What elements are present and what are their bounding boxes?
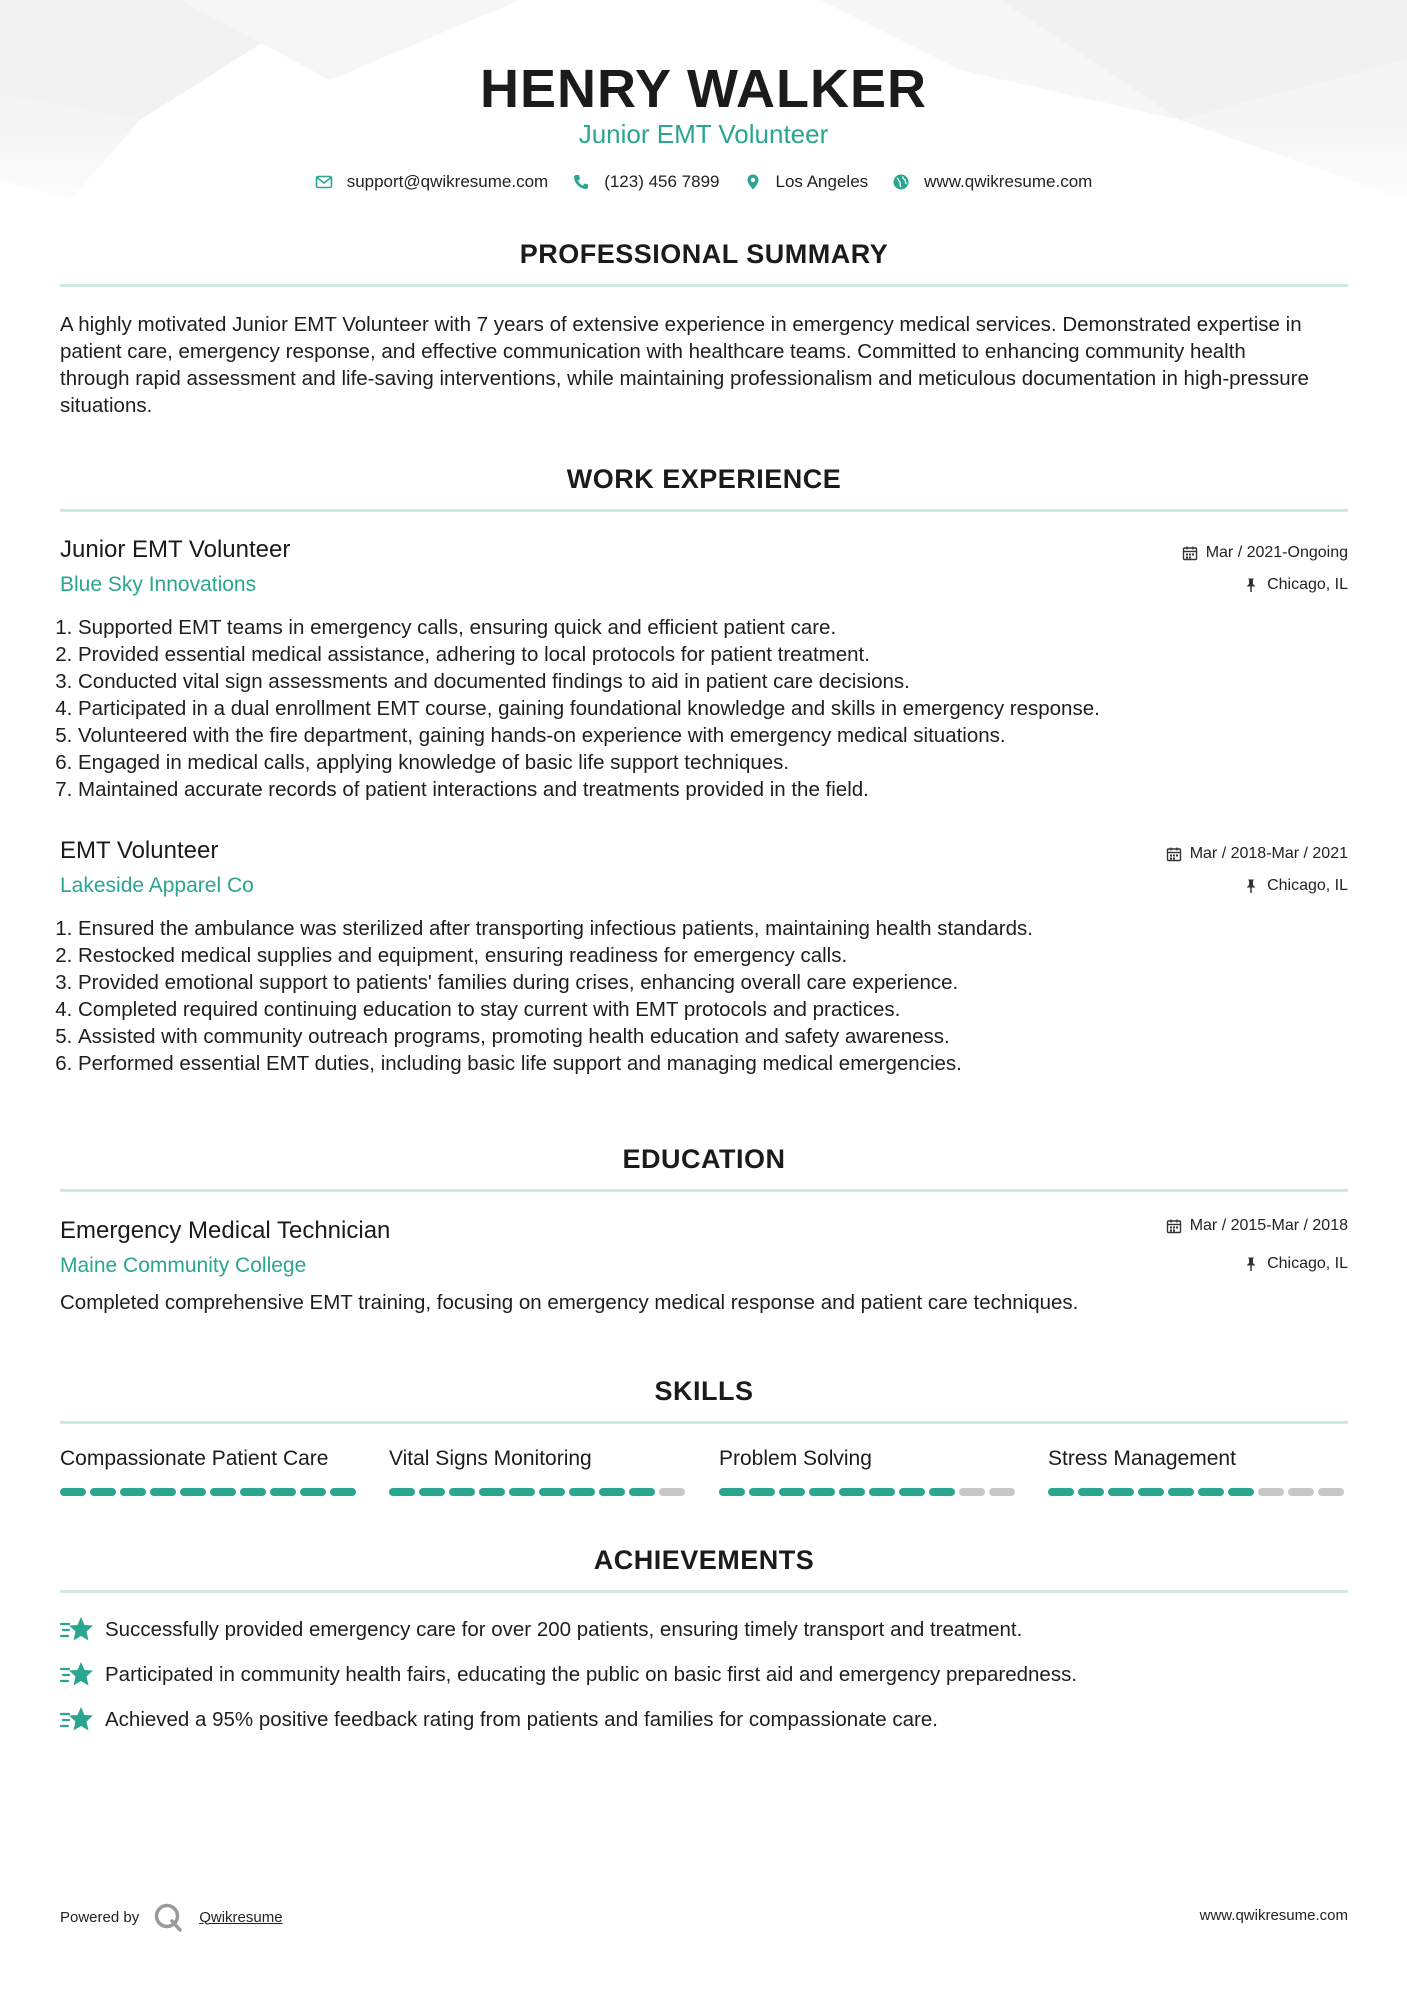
skill-segment-filled	[929, 1488, 955, 1496]
summary-divider	[60, 284, 1348, 287]
skill-segment-empty	[1318, 1488, 1344, 1496]
job-dates	[1166, 845, 1348, 863]
skill-level-bar	[389, 1488, 689, 1496]
skill-segment-filled	[1198, 1488, 1224, 1496]
contact-location-text: Los Angeles	[775, 172, 869, 191]
degree-title: Emergency Medical Technician	[60, 1217, 391, 1244]
job-title: EMT Volunteer	[60, 837, 219, 864]
job-bullet: 4. Participated in a dual enrollment EMT course, gaining foundational knowledge and skills in emergency response.	[78, 695, 1348, 722]
map-pin-icon	[744, 173, 762, 191]
phone-icon	[572, 173, 590, 191]
job-bullet: 3. Provided emotional support to patients' families during crises, enhancing overall care experience.	[78, 969, 1348, 996]
education-description: Completed comprehensive EMT training, focusing on emergency medical response and patient care techniques.	[60, 1291, 1079, 1314]
skill-segment-filled	[1078, 1488, 1104, 1496]
skill-segment-filled	[210, 1488, 236, 1496]
job-location	[1243, 576, 1348, 594]
skill-segment-filled	[419, 1488, 445, 1496]
education-location	[1243, 1255, 1348, 1273]
experience-divider	[60, 509, 1348, 512]
achievement-item	[60, 1615, 1022, 1645]
skill-item	[389, 1447, 689, 1496]
job-bullet: 2. Provided essential medical assistance, adhering to local protocols for patient treatment.	[78, 641, 1348, 668]
job-bullets	[52, 915, 1348, 1077]
skill-segment-filled	[809, 1488, 835, 1496]
job-dates-text: Mar / 2018-Mar / 2021	[1189, 845, 1348, 862]
skill-segment-filled	[569, 1488, 595, 1496]
job-bullet: 7. Maintained accurate records of patient interactions and treatments provided in the field.	[78, 776, 1348, 803]
contact-location	[744, 172, 869, 192]
skill-segment-filled	[1108, 1488, 1134, 1496]
skill-segment-empty	[1288, 1488, 1314, 1496]
skill-segment-filled	[749, 1488, 775, 1496]
calendar-icon	[1166, 1218, 1182, 1234]
job-bullets	[52, 614, 1348, 803]
summary-text: A highly motivated Junior EMT Volunteer with 7 years of extensive experience in emergency medical services. Demonstrated expertise in patient care, emergency response, and effective communication with healthcare teams. Committed to enhancing community health through rapid assessment and life-saving interventions, while maintaining professionalism and meticulous documentation in high-pressure situations.	[60, 313, 1309, 417]
skill-segment-empty	[989, 1488, 1015, 1496]
job-bullet: 6. Performed essential EMT duties, including basic life support and managing medical emergencies.	[78, 1050, 1348, 1077]
skill-segment-filled	[270, 1488, 296, 1496]
pushpin-icon	[1243, 577, 1259, 593]
skill-item	[60, 1447, 360, 1496]
skill-segment-filled	[389, 1488, 415, 1496]
skill-item	[719, 1447, 1019, 1496]
achievement-text: Participated in community health fairs, educating the public on basic first aid and emergency preparedness.	[105, 1663, 1078, 1686]
pushpin-icon	[1243, 878, 1259, 894]
contact-phone-text: (123) 456 7899	[604, 172, 720, 191]
skill-level-bar	[60, 1488, 360, 1496]
skill-segment-filled	[539, 1488, 565, 1496]
skill-segment-filled	[1168, 1488, 1194, 1496]
skill-segment-filled	[120, 1488, 146, 1496]
skills-divider	[60, 1421, 1348, 1424]
contact-website[interactable]	[892, 172, 1092, 192]
job-dates-text: Mar / 2021-Ongoing	[1205, 544, 1348, 561]
calendar-icon	[1166, 846, 1182, 862]
skill-level-bar	[719, 1488, 1019, 1496]
job-company: Blue Sky Innovations	[60, 573, 257, 596]
education-heading: EDUCATION	[622, 1144, 786, 1174]
achievement-item	[60, 1705, 938, 1735]
achievements-heading: ACHIEVEMENTS	[593, 1545, 815, 1575]
skill-segment-filled	[330, 1488, 356, 1496]
skills-heading: SKILLS	[654, 1376, 754, 1406]
skill-segment-empty	[659, 1488, 685, 1496]
job-location-text: Chicago, IL	[1267, 576, 1348, 593]
skill-segment-filled	[509, 1488, 535, 1496]
job-location-text: Chicago, IL	[1267, 877, 1348, 894]
qwikresume-link[interactable]: Qwikresume	[199, 1908, 283, 1926]
skill-segment-filled	[240, 1488, 266, 1496]
contact-website-text: www.qwikresume.com	[924, 172, 1093, 191]
pushpin-icon	[1243, 1256, 1259, 1272]
skill-item	[1048, 1447, 1348, 1496]
candidate-title: Junior EMT Volunteer	[578, 119, 829, 149]
contact-phone[interactable]	[572, 172, 719, 192]
contact-bar	[0, 172, 1407, 192]
job-dates	[1182, 544, 1348, 562]
school-name: Maine Community College	[60, 1254, 307, 1277]
skill-segment-filled	[839, 1488, 865, 1496]
job-bullet: 5. Volunteered with the fire department, gaining hands-on experience with emergency medical situations.	[78, 722, 1348, 749]
skill-segment-filled	[449, 1488, 475, 1496]
skill-name: Compassionate Patient Care	[60, 1447, 329, 1470]
skill-name: Vital Signs Monitoring	[389, 1447, 592, 1470]
summary-heading: PROFESSIONAL SUMMARY	[519, 239, 889, 269]
skill-level-bar	[1048, 1488, 1348, 1496]
skill-segment-filled	[599, 1488, 625, 1496]
achievement-text: Achieved a 95% positive feedback rating from patients and families for compassionate care.	[105, 1708, 938, 1731]
skill-segment-filled	[1228, 1488, 1254, 1496]
job-bullet: 4. Completed required continuing education to stay current with EMT protocols and practices.	[78, 996, 1348, 1023]
education-divider	[60, 1189, 1348, 1192]
achievement-item	[60, 1660, 1077, 1690]
star-icon	[60, 1705, 94, 1735]
calendar-icon	[1182, 545, 1198, 561]
skill-segment-filled	[479, 1488, 505, 1496]
education-dates	[1166, 1217, 1348, 1235]
job-location	[1243, 877, 1348, 895]
skill-segment-filled	[300, 1488, 326, 1496]
star-icon	[60, 1660, 94, 1690]
job-bullet: 5. Assisted with community outreach programs, promoting health education and safety awareness.	[78, 1023, 1348, 1050]
footer-powered-by	[60, 1902, 283, 1932]
skill-segment-empty	[1258, 1488, 1284, 1496]
education-dates-text: Mar / 2015-Mar / 2018	[1189, 1217, 1348, 1234]
contact-email-text: support@qwikresume.com	[346, 172, 549, 191]
skill-segment-filled	[779, 1488, 805, 1496]
skill-segment-filled	[1138, 1488, 1164, 1496]
skill-name: Problem Solving	[719, 1447, 872, 1470]
experience-heading: WORK EXPERIENCE	[566, 464, 842, 494]
skill-segment-filled	[90, 1488, 116, 1496]
education-location-text: Chicago, IL	[1267, 1255, 1348, 1272]
footer-website[interactable]: www.qwikresume.com	[1199, 1907, 1348, 1924]
skill-segment-filled	[629, 1488, 655, 1496]
skill-segment-filled	[180, 1488, 206, 1496]
envelope-icon	[315, 173, 333, 191]
skill-segment-filled	[719, 1488, 745, 1496]
achievement-text: Successfully provided emergency care for over 200 patients, ensuring timely transport and treatment.	[105, 1618, 1023, 1641]
job-bullet: 2. Restocked medical supplies and equipment, ensuring readiness for emergency calls.	[78, 942, 1348, 969]
skill-name: Stress Management	[1048, 1447, 1236, 1470]
skill-segment-empty	[959, 1488, 985, 1496]
skill-segment-filled	[869, 1488, 895, 1496]
job-bullet: 1. Supported EMT teams in emergency calls, ensuring quick and efficient patient care.	[78, 614, 1348, 641]
powered-by-label: Powered by	[60, 1908, 140, 1926]
job-bullet: 1. Ensured the ambulance was sterilized after transporting infectious patients, maintaining health standards.	[78, 915, 1348, 942]
qwikresume-logo-icon	[153, 1902, 183, 1932]
star-icon	[60, 1615, 94, 1645]
candidate-name: HENRY WALKER	[479, 59, 928, 119]
job-title: Junior EMT Volunteer	[60, 536, 291, 563]
skill-segment-filled	[899, 1488, 925, 1496]
job-bullet: 3. Conducted vital sign assessments and documented findings to aid in patient care decisions.	[78, 668, 1348, 695]
contact-email[interactable]	[315, 172, 549, 192]
skill-segment-filled	[60, 1488, 86, 1496]
job-bullet: 6. Engaged in medical calls, applying knowledge of basic life support techniques.	[78, 749, 1348, 776]
skill-segment-filled	[150, 1488, 176, 1496]
skill-segment-filled	[1048, 1488, 1074, 1496]
globe-icon	[892, 173, 910, 191]
job-company: Lakeside Apparel Co	[60, 874, 254, 897]
achievements-divider	[60, 1590, 1348, 1593]
